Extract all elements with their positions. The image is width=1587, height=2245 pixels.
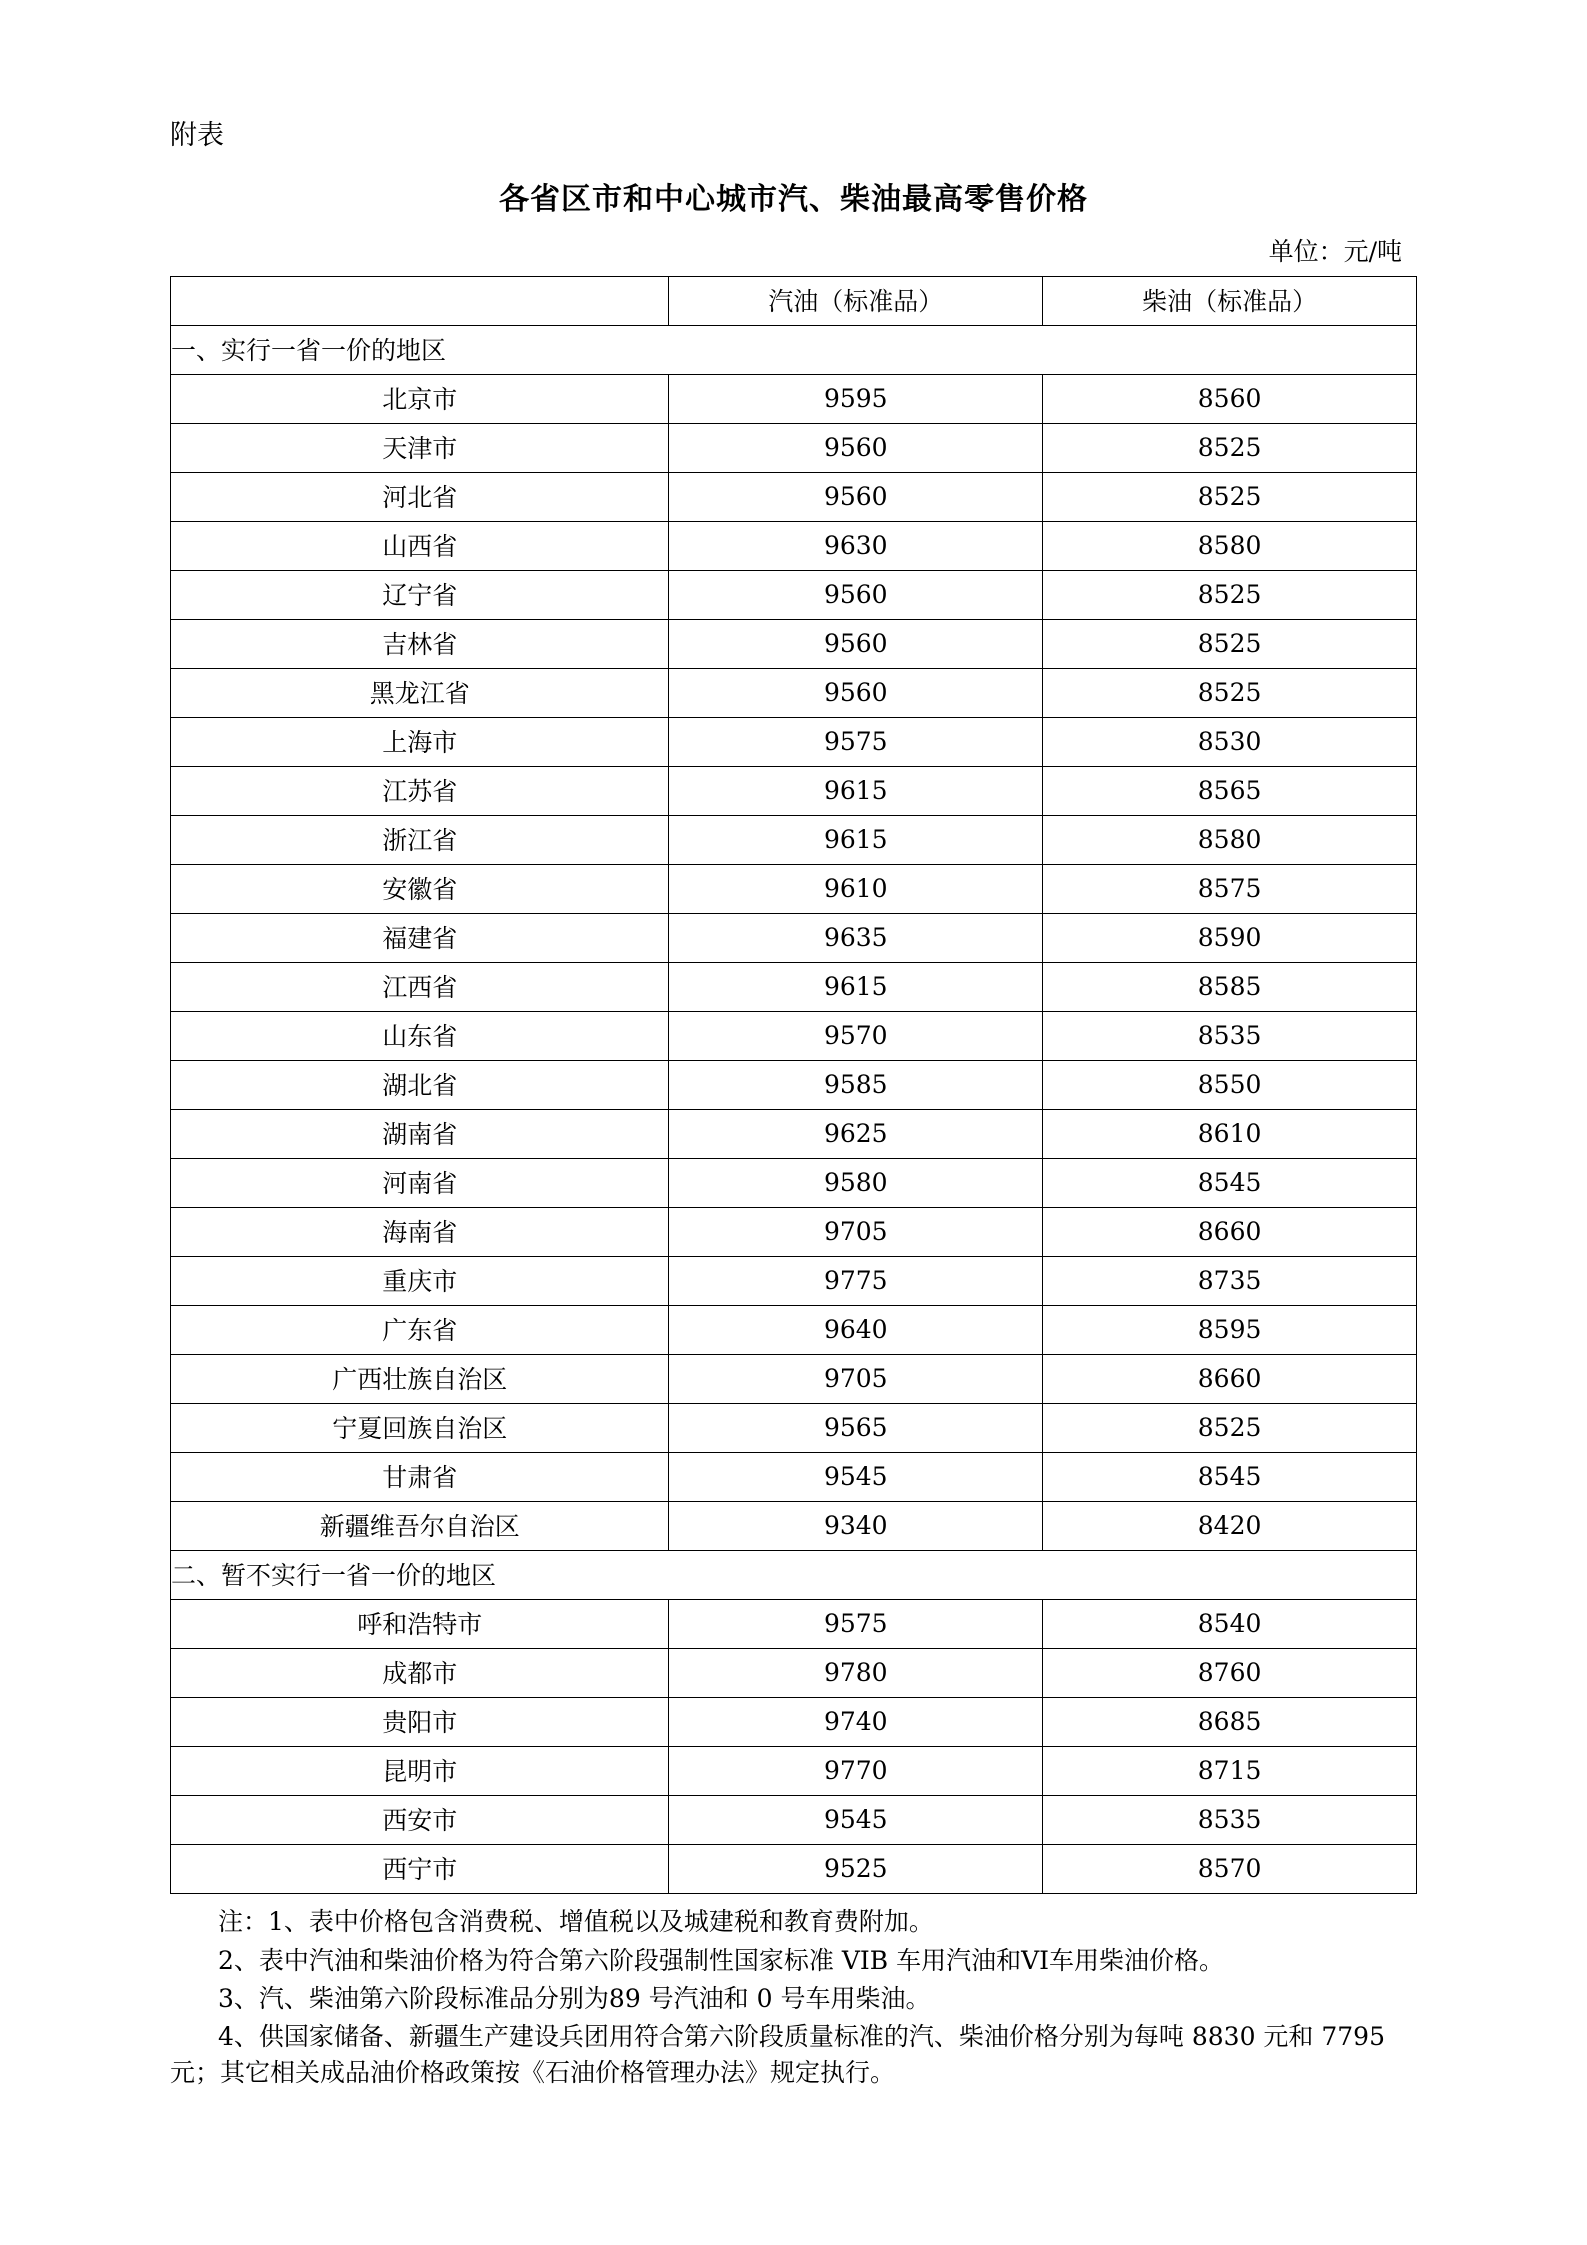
table-row xyxy=(171,1600,1417,1649)
table-row xyxy=(171,424,1417,473)
region-name-cell: 江西省 xyxy=(171,963,669,1012)
diesel-price-cell: 8530 xyxy=(1043,718,1417,767)
gasoline-price-cell: 9630 xyxy=(669,522,1043,571)
diesel-price-cell: 8525 xyxy=(1043,1404,1417,1453)
diesel-price-cell: 8535 xyxy=(1043,1796,1417,1845)
diesel-price-cell: 8575 xyxy=(1043,865,1417,914)
region-name-cell: 安徽省 xyxy=(171,865,669,914)
diesel-price-cell: 8525 xyxy=(1043,571,1417,620)
note-item: 3、汽、柴油第六阶段标准品分别为89 号汽油和 0 号车用柴油。 xyxy=(218,1983,931,2013)
gasoline-price-cell: 9640 xyxy=(669,1306,1043,1355)
table-row xyxy=(171,1845,1417,1894)
diesel-price-cell: 8535 xyxy=(1043,1012,1417,1061)
table-row xyxy=(171,1257,1417,1306)
table-row xyxy=(171,669,1417,718)
table-row xyxy=(171,1306,1417,1355)
table-row xyxy=(171,963,1417,1012)
gasoline-price-cell: 9560 xyxy=(669,424,1043,473)
gasoline-price-cell: 9560 xyxy=(669,620,1043,669)
diesel-price-cell: 8580 xyxy=(1043,522,1417,571)
unit-note: 单位：元/吨 xyxy=(1268,237,1402,267)
region-name-cell: 甘肃省 xyxy=(171,1453,669,1502)
price-table xyxy=(170,276,1417,1894)
diesel-price-cell: 8760 xyxy=(1043,1649,1417,1698)
gasoline-price-cell: 9780 xyxy=(669,1649,1043,1698)
table-row xyxy=(171,718,1417,767)
diesel-price-cell: 8525 xyxy=(1043,620,1417,669)
region-name-cell: 广西壮族自治区 xyxy=(171,1355,669,1404)
table-header-diesel: 柴油（标准品） xyxy=(1043,277,1417,326)
table-row xyxy=(171,1208,1417,1257)
note-item: 2、表中汽油和柴油价格为符合第六阶段强制性国家标准 VIB 车用汽油和VI车用柴油价格。 xyxy=(218,1945,1225,1975)
region-name-cell: 湖南省 xyxy=(171,1110,669,1159)
region-name-cell: 山东省 xyxy=(171,1012,669,1061)
table-row xyxy=(171,1796,1417,1845)
page-title: 各省区市和中心城市汽、柴油最高零售价格 xyxy=(499,182,1088,218)
gasoline-price-cell: 9740 xyxy=(669,1698,1043,1747)
table-section-label: 一、实行一省一价的地区 xyxy=(171,326,1417,375)
table-row xyxy=(171,914,1417,963)
gasoline-price-cell: 9705 xyxy=(669,1208,1043,1257)
gasoline-price-cell: 9705 xyxy=(669,1355,1043,1404)
diesel-price-cell: 8570 xyxy=(1043,1845,1417,1894)
diesel-price-cell: 8565 xyxy=(1043,767,1417,816)
notes-block xyxy=(170,1904,1417,2091)
table-section-row xyxy=(171,326,1417,375)
table-row xyxy=(171,1649,1417,1698)
gasoline-price-cell: 9615 xyxy=(669,963,1043,1012)
region-name-cell: 西安市 xyxy=(171,1796,669,1845)
region-name-cell: 成都市 xyxy=(171,1649,669,1698)
region-name-cell: 湖北省 xyxy=(171,1061,669,1110)
table-row xyxy=(171,1012,1417,1061)
table-row xyxy=(171,375,1417,424)
region-name-cell: 浙江省 xyxy=(171,816,669,865)
table-row xyxy=(171,473,1417,522)
note-item: 4、供国家储备、新疆生产建设兵团用符合第六阶段质量标准的汽、柴油价格分别为每吨 8830 元和 7795 元；其它相关成品油价格政策按《石油价格管理办法》规定执行。 xyxy=(170,2022,1385,2088)
diesel-price-cell: 8580 xyxy=(1043,816,1417,865)
gasoline-price-cell: 9610 xyxy=(669,865,1043,914)
diesel-price-cell: 8685 xyxy=(1043,1698,1417,1747)
gasoline-price-cell: 9560 xyxy=(669,669,1043,718)
table-row xyxy=(171,1061,1417,1110)
table-header-row xyxy=(171,277,1417,326)
diesel-price-cell: 8525 xyxy=(1043,669,1417,718)
gasoline-price-cell: 9580 xyxy=(669,1159,1043,1208)
diesel-price-cell: 8590 xyxy=(1043,914,1417,963)
gasoline-price-cell: 9570 xyxy=(669,1012,1043,1061)
region-name-cell: 西宁市 xyxy=(171,1845,669,1894)
table-row xyxy=(171,1698,1417,1747)
diesel-price-cell: 8545 xyxy=(1043,1453,1417,1502)
gasoline-price-cell: 9545 xyxy=(669,1453,1043,1502)
diesel-price-cell: 8550 xyxy=(1043,1061,1417,1110)
diesel-price-cell: 8585 xyxy=(1043,963,1417,1012)
diesel-price-cell: 8660 xyxy=(1043,1355,1417,1404)
table-row xyxy=(171,1502,1417,1551)
gasoline-price-cell: 9560 xyxy=(669,473,1043,522)
table-row xyxy=(171,1747,1417,1796)
region-name-cell: 宁夏回族自治区 xyxy=(171,1404,669,1453)
gasoline-price-cell: 9575 xyxy=(669,1600,1043,1649)
region-name-cell: 海南省 xyxy=(171,1208,669,1257)
region-name-cell: 北京市 xyxy=(171,375,669,424)
table-row xyxy=(171,767,1417,816)
gasoline-price-cell: 9560 xyxy=(669,571,1043,620)
region-name-cell: 黑龙江省 xyxy=(171,669,669,718)
table-header-gasoline: 汽油（标准品） xyxy=(669,277,1043,326)
region-name-cell: 辽宁省 xyxy=(171,571,669,620)
table-row xyxy=(171,1159,1417,1208)
table-row xyxy=(171,1110,1417,1159)
region-name-cell: 呼和浩特市 xyxy=(171,1600,669,1649)
region-name-cell: 福建省 xyxy=(171,914,669,963)
gasoline-price-cell: 9595 xyxy=(669,375,1043,424)
attachment-label: 附表 xyxy=(170,120,224,151)
diesel-price-cell: 8715 xyxy=(1043,1747,1417,1796)
region-name-cell: 贵阳市 xyxy=(171,1698,669,1747)
region-name-cell: 新疆维吾尔自治区 xyxy=(171,1502,669,1551)
table-row xyxy=(171,1453,1417,1502)
table-section-label: 二、暂不实行一省一价的地区 xyxy=(171,1551,1417,1600)
region-name-cell: 河北省 xyxy=(171,473,669,522)
gasoline-price-cell: 9565 xyxy=(669,1404,1043,1453)
diesel-price-cell: 8560 xyxy=(1043,375,1417,424)
region-name-cell: 上海市 xyxy=(171,718,669,767)
region-name-cell: 昆明市 xyxy=(171,1747,669,1796)
gasoline-price-cell: 9585 xyxy=(669,1061,1043,1110)
diesel-price-cell: 8735 xyxy=(1043,1257,1417,1306)
table-row xyxy=(171,816,1417,865)
region-name-cell: 河南省 xyxy=(171,1159,669,1208)
table-row xyxy=(171,522,1417,571)
diesel-price-cell: 8595 xyxy=(1043,1306,1417,1355)
diesel-price-cell: 8420 xyxy=(1043,1502,1417,1551)
gasoline-price-cell: 9615 xyxy=(669,767,1043,816)
table-section-row xyxy=(171,1551,1417,1600)
gasoline-price-cell: 9635 xyxy=(669,914,1043,963)
gasoline-price-cell: 9340 xyxy=(669,1502,1043,1551)
gasoline-price-cell: 9625 xyxy=(669,1110,1043,1159)
table-row xyxy=(171,1355,1417,1404)
table-row xyxy=(171,1404,1417,1453)
diesel-price-cell: 8545 xyxy=(1043,1159,1417,1208)
gasoline-price-cell: 9770 xyxy=(669,1747,1043,1796)
diesel-price-cell: 8610 xyxy=(1043,1110,1417,1159)
region-name-cell: 重庆市 xyxy=(171,1257,669,1306)
region-name-cell: 天津市 xyxy=(171,424,669,473)
gasoline-price-cell: 9575 xyxy=(669,718,1043,767)
gasoline-price-cell: 9775 xyxy=(669,1257,1043,1306)
note-item: 注：1、表中价格包含消费税、增值税以及城建税和教育费附加。 xyxy=(218,1907,934,1937)
diesel-price-cell: 8660 xyxy=(1043,1208,1417,1257)
table-row xyxy=(171,620,1417,669)
gasoline-price-cell: 9525 xyxy=(669,1845,1043,1894)
gasoline-price-cell: 9615 xyxy=(669,816,1043,865)
diesel-price-cell: 8525 xyxy=(1043,473,1417,522)
table-row xyxy=(171,571,1417,620)
diesel-price-cell: 8540 xyxy=(1043,1600,1417,1649)
region-name-cell: 吉林省 xyxy=(171,620,669,669)
table-header-blank xyxy=(171,277,669,326)
region-name-cell: 广东省 xyxy=(171,1306,669,1355)
table-row xyxy=(171,865,1417,914)
diesel-price-cell: 8525 xyxy=(1043,424,1417,473)
gasoline-price-cell: 9545 xyxy=(669,1796,1043,1845)
region-name-cell: 江苏省 xyxy=(171,767,669,816)
region-name-cell: 山西省 xyxy=(171,522,669,571)
